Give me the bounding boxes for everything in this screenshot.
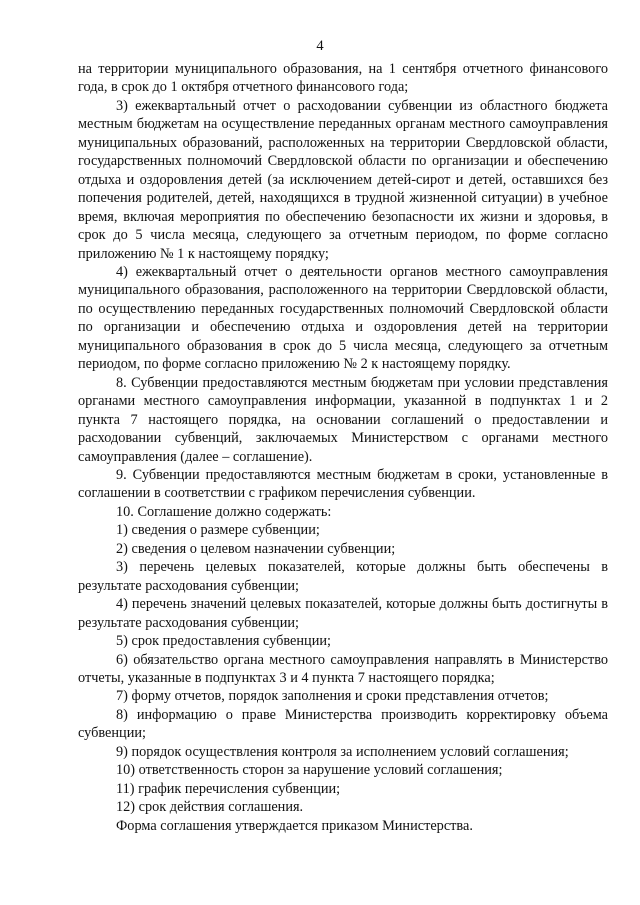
paragraph-clause-9: 9. Субвенции предоставляются местным бюджетам в сроки, установленные в соглашении в соответствии с графиком перечисления субвенции. xyxy=(78,466,608,502)
paragraph-item-4-quarterly-activity-report: 4) ежеквартальный отчет о деятельности органов местного самоуправления муниципального образования, расположенного на территории Свердловской области, по осуществлению переданных государственных полномочий Свердловской области по организации и обеспечению отдыха и оздоровления детей на территории муниципального образования в срок до 5 числа месяца, следующего за отчетным периодом, по форме согласно приложению № 2 к настоящему порядку. xyxy=(78,263,608,373)
list-item: 9) порядок осуществления контроля за исполнением условий соглашения; xyxy=(116,743,569,760)
paragraph-clause-10: 10. Соглашение должно содержать: xyxy=(116,503,332,520)
list-item: 12) срок действия соглашения. xyxy=(116,799,304,816)
paragraph-clause-8: 8. Субвенции предоставляются местным бюджетам при условии представления органами местного самоуправления информации, указанной в подпунктах 1 и 2 пункта 7 настоящего порядка, на основании соглашений о предоставлении и расходовании субвенций, заключаемых Министерством с органами местного самоуправления (далее – соглашение). xyxy=(78,374,608,465)
list-item: 4) перечень значений целевых показателей, которые должны быть достигнуты в результате расходования субвенции; xyxy=(78,596,608,631)
paragraph-continuation: на территории муниципального образования, на 1 сентября отчетного финансового года, в срок до 1 октября отчетного финансового года; xyxy=(78,61,608,96)
list-item: 10) ответственность сторон за нарушение условий соглашения; xyxy=(116,762,503,779)
list-item: 1) сведения о размере субвенции; xyxy=(116,522,320,539)
list-item: 3) перечень целевых показателей, которые должны быть обеспечены в результате расходования субвенции; xyxy=(78,559,608,594)
document-body xyxy=(78,60,608,835)
list-item: 5) срок предоставления субвенции; xyxy=(116,633,331,650)
paragraph-closing: Форма соглашения утверждается приказом Министерства. xyxy=(116,817,473,834)
page-number: 4 xyxy=(316,38,324,54)
list-item: 6) обязательство органа местного самоуправления направлять в Министерство отчеты, указанные в подпунктах 3 и 4 пункта 7 настоящего порядка; xyxy=(78,651,608,686)
list-item: 7) форму отчетов, порядок заполнения и сроки представления отчетов; xyxy=(116,688,549,705)
paragraph-item-3-quarterly-subvention-report: 3) ежеквартальный отчет о расходовании субвенции из областного бюджета местным бюджетам на осуществление переданных органам местного самоуправления муниципальных образований, расположенных на территории Свердловской области, государственных полномочий Свердловской области по организации и обеспечению отдыха и оздоровления детей (за исключением детей-сирот и детей, оставшихся без попечения родителей, детей, находящихся в трудной жизненной ситуации) в учебное время, включая мероприятия по обеспечению безопасности их жизни и здоровья, в срок до 5 числа месяца, следующего за отчетным периодом, по форме согласно приложению № 1 к настоящему порядку; xyxy=(78,97,608,262)
list-item: 2) сведения о целевом назначении субвенции; xyxy=(116,540,396,557)
list-item: 8) информацию о праве Министерства производить корректировку объема субвенции; xyxy=(78,706,608,742)
list-item: 11) график перечисления субвенции; xyxy=(116,780,341,797)
